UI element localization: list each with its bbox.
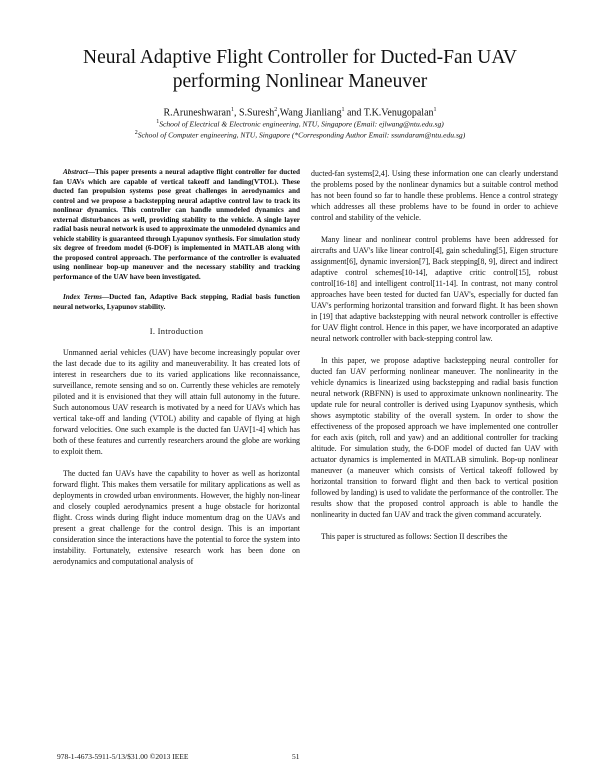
paper-title [40, 46, 560, 94]
author-4: T.K.Venugopalan [363, 107, 434, 119]
title-line-1: Neural Adaptive Flight Controller for Ducted-Fan UAV [83, 47, 517, 68]
paragraph: Unmanned aerial vehicles (UAV) have become increasingly popular over the last decade due to its agility and maneuverability. It has created lots of interest in researchers due to its varied applications like reconnaissance, surveillance, remote sensing and so on. Currently these vehicles are remotely piloted and it is envisioned that they will attain full autonomy in the future. Such autonomous UAV research is motivated by a need for UAVs which has vertical take-off and landing (VTOL) ability and capable of flying at high forward velocities. One such example is the ducted fan UAV[1-4] which has both of these features and currently researchers around the globe are working to exploit them. [53, 348, 300, 456]
right-column [311, 168, 558, 553]
paragraph: Many linear and nonlinear control problems have been addressed for aircrafts and UAV's like linear control[4], gain scheduling[5], Eigen structure assignment[6], dynamic inversion[7], Back stepping[8, 9], direct and indirect adaptive control schemes[10-14], adaptive critic control[15], robust control[16-18] and intelligent control[11-14]. In contrast, not many control approaches have been tested for ducted fan UAV's, especially for ducted fan UAV's performing horizontal transition and forward flight. It has been shown in [19] that adaptive backstepping with neural network controller is effective for UAV flight control. Hence in this paper, we have incorporated an adaptive neural network controller with back-stepping control law. [311, 235, 558, 343]
abstract-label: Abstract [63, 168, 88, 176]
left-column [53, 168, 300, 578]
paragraph: This paper is structured as follows: Section II describes the [321, 532, 508, 541]
index-terms-text: —Ducted fan, Adaptive Back stepping, Radial basis function neural networks, Lyapunov stability. [53, 293, 300, 311]
author-2: S.Suresh [238, 107, 275, 119]
section-heading-introduction: I. Introduction [149, 326, 204, 336]
page-number: 51 [292, 752, 300, 761]
copyright-notice: 978-1-4673-5911-5/13/$31.00 ©2013 IEEE [57, 752, 189, 761]
author-1: R.Aruneshwaran [163, 107, 231, 119]
title-line-2: performing Nonlinear Maneuver [172, 71, 428, 92]
abstract-text: —This paper presents a neural adaptive flight controller for ducted fan UAVs which are capable of vertical takeoff and landing(VTOL). These ducted fan propulsion systems pose great challenges in aerodynamics and control and we propose a backstepping neural adaptive control law to track its nonlinear dynamics. This controller can handle unmodeled dynamics and external disturbances as well, providing stability to the vehicle. A single layer radial basis neural network is used to approximate the unmodeled dynamics and vehicle stability is guaranteed through Lyapunov synthesis. For simulation study six degree of freedom model (6-DOF) is implemented in MATLAB along with the proposed control approach. The performance of the controller is evaluated using nonlinear bop-up maneuver and the necessary stability and tracking performance of the UAV have been investigated. [53, 168, 300, 281]
author-list: R.Aruneshwaran$^1$, S.Suresh$^2$,Wang Jianliang$^1$ and T.K.Venugopalan$^1$ [163, 107, 437, 119]
paragraph: The ducted fan UAVs have the capability to hover as well as horizontal forward flight. This makes them versatile for military applications as well as deployments in crowded urban environments. However, the highly non-linear and closely coupled aerodynamics present a huge obstacle for horizontal flight. Cross winds during flight induce momentum drag on the UAVs and present a great challenge for the control design. This is an important consideration since the interactions have the potential to force the system into instability. Fortunately, extensive research work has been done on aerodynamics and computational analysis of [53, 469, 300, 566]
abstract [53, 168, 300, 282]
paragraph: ducted-fan systems[2,4]. Using these information one can clearly understand the problems posed by the nonlinear dynamics but a suitable control method has not been found so far to handle these problems. Hence a control strategy which addresses all these problems have to be found in order to achieve control and stability of the vehicle. [311, 169, 558, 222]
paragraph: In this paper, we propose adaptive backstepping neural controller for ducted fan UAV performing nonlinear maneuver. The nonlinearity in the vehicle dynamics is linearized using backstepping and radial basis function neural network (RBFNN) is used to approximate unknown nonlinearity. The update rule for neural controller is derived using Lyapunov synthesis, which shows asymptotic stability of the overall system. In order to show the effectiveness of the proposed approach we have implemented one controller for each axis (pitch, roll and yaw) and an additional controller for tracking altitude. For simulation study, the 6-DOF model of ducted fan UAV with actuator dynamics is implemented in MATLAB simulink. Bop-up nonlinear maneuver (a maneuver which consists of Vertical takeoff followed by horizontal transition to forward flight and then back to vertical position followed by landing) is used to validate the performance of the controller. The results show that the proposed control approach is able to handle the nonlinearity in ducted fan UAV and track the given command accurately. [311, 356, 558, 519]
affiliation-1: $^1$School of Electrical & Electronic engineering, NTU, Singapore (Email: ejlwang@ntu.edu.sg) [156, 119, 444, 129]
index-terms [53, 293, 300, 312]
affiliation-2: $^2$School of Computer engineering, NTU, Singapore (*Corresponding Author Email: ssundaram@ntu.edu.sg) [134, 130, 466, 140]
index-terms-label: Index Terms [63, 293, 102, 301]
author-3: Wang Jianliang [279, 107, 342, 119]
